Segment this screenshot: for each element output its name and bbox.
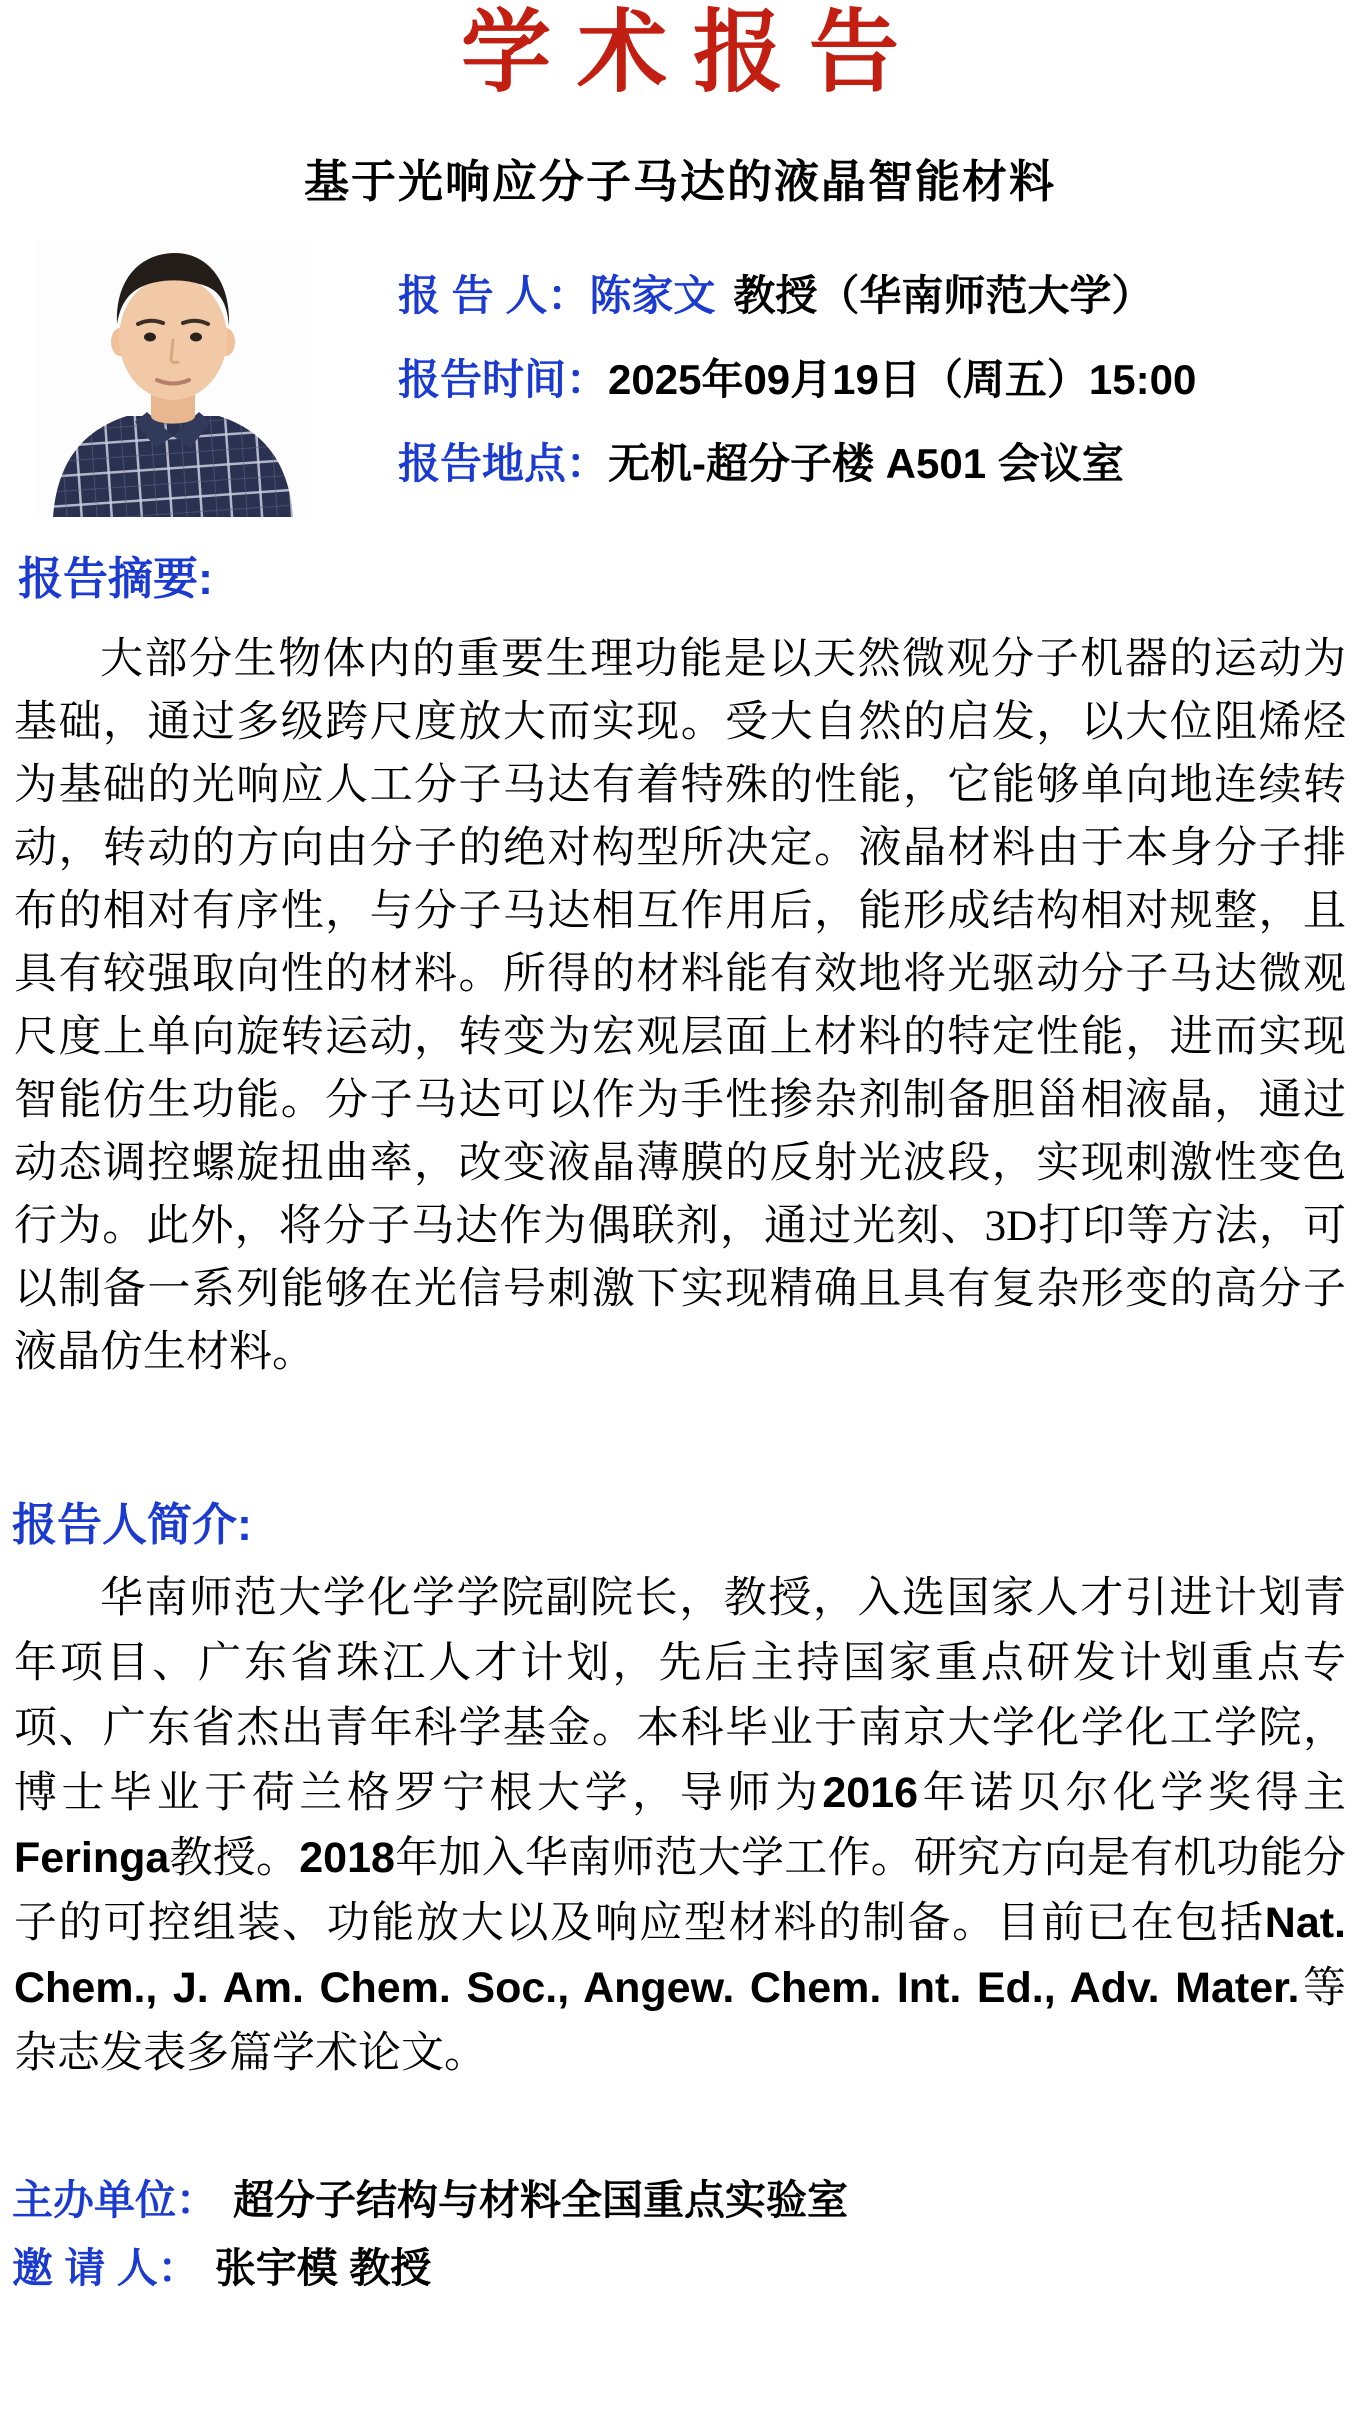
lecture-info [398,272,1196,488]
bio-segment-bold: Nat. Chem., J. Am. Chem. Soc., Angew. Chem. Int. Ed., Adv. Mater. [14,1899,1346,2012]
inviter-label: 邀 请 人： [12,2245,199,2291]
bio-segment: 教授。 [169,1835,300,1882]
bio-segment: 等杂志发表多篇学术论文。 [14,1965,1347,2077]
bio-segment-bold: Feringa [14,1834,170,1882]
organizer-value: 超分子结构与材料全国重点实验室 [233,2177,848,2223]
speaker-label: 报 告 人： [398,272,590,319]
organizer-label: 主办单位： [12,2177,217,2223]
venue-row [398,440,1196,488]
bio-text [14,1566,1346,2086]
speaker-affiliation: 教授（华南师范大学） [733,272,1154,319]
time-label: 报告时间： [398,356,609,403]
venue-value: 无机-超分子楼 A501 会议室 [608,440,1124,487]
time-value: 2025年09月19日（周五）15:00 [608,356,1197,403]
bio-segment-bold: 2018 [299,1834,395,1882]
lecture-title: 基于光响应分子马达的液晶智能材料 [303,156,1056,207]
bio-heading: 报告人简介: [12,1499,252,1550]
speaker-name: 陈家文 [589,272,716,319]
speaker-photo [35,240,311,517]
page-title: 学术报告 [461,0,925,105]
inviter-row [12,2244,431,2292]
venue-label: 报告地点： [398,440,609,487]
bio-segment: 华南师范大学化学学院副院长，教授，入选国家人才引进计划青年项目、广东省珠江人才计划，先后主持国家重点研发计划重点专项、广东省杰出青年科学基金。本科毕业于南京大学化学化工学院，博士毕业于荷兰格罗宁根大学，导师为 [14,1575,1346,1817]
abstract-text: 大部分生物体内的重要生理功能是以天然微观分子机器的运动为基础，通过多级跨尺度放大而实现。受大自然的启发，以大位阻烯烃为基础的光响应人工分子马达有着特殊的性能，它能够单向地连续转动，转动的方向由分子的绝对构型所决定。液晶材料由于本身分子排布的相对有序性，与分子马达相互作用后，能形成结构相对规整，且具有较强取向性的材料。所得的材料能有效地将光驱动分子马达微观尺度上单向旋转运动，转变为宏观层面上材料的特定性能，进而实现智能仿生功能。分子马达可以作为手性掺杂剂制备胆甾相液晶，通过动态调控螺旋扭曲率，改变液晶薄膜的反射光波段，实现刺激性变色行为。此外，将分子马达作为偶联剂，通过光刻、3D打印等方法，可以制备一系列能够在光信号刺激下实现精确且具有复杂形变的高分子液晶仿生材料。 [14,636,1346,1376]
inviter-value: 张宇模 教授 [214,2245,432,2291]
bio-segment: 年加入华南师范大学工作。研究方向是有机功能分子的可控组装、功能放大以及响应型材料的制备。目前已在包括 [14,1835,1347,1947]
speaker-row [398,272,1196,320]
bio-segment-bold: 2016 [822,1769,919,1817]
time-row [398,356,1196,404]
bio-segment: 年诺贝尔化学奖得主 [918,1770,1347,1817]
abstract-heading: 报告摘要: [18,553,213,604]
organizer-row [12,2176,848,2224]
